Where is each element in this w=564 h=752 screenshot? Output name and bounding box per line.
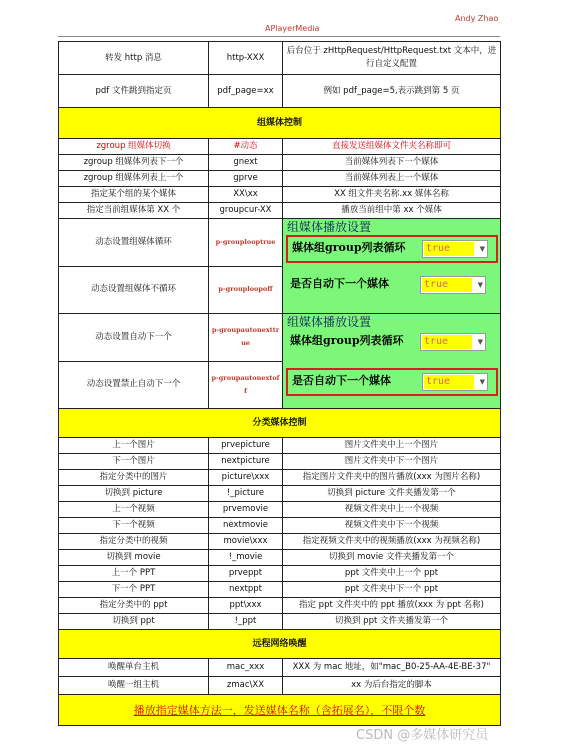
header-title: APlayerMedia [265,24,320,33]
cell-name: 动态设置禁止自动下一个 [59,361,209,409]
cell-name: zgroup 组媒体切换 [59,139,209,155]
cell-name: 唤醒单台主机 [59,659,209,677]
cell-cmd: pdf_page=xx [209,75,283,108]
table-row [59,534,501,550]
cell-name: 唤醒一组主机 [59,677,209,695]
cell-name: 转发 http 消息 [59,42,209,75]
panel-label: 是否自动下一个媒体 [292,374,391,387]
cell-name: 上一个图片 [59,438,209,454]
table-row [59,502,501,518]
table-row [59,518,501,534]
table-row [59,187,501,203]
panel-title: 组媒体播放设置 [287,315,372,329]
cell-cmd: nextppt [209,582,283,598]
select-value: true [422,278,472,292]
cell-name: zgroup 组媒体列表下一个 [59,155,209,171]
autonext-select[interactable] [422,373,488,391]
cell-name: pdf 文件跳到指定页 [59,75,209,108]
cell-desc: 指定视频文件夹中的视频播放(xxx 为视频名称) [283,534,501,550]
cell-desc: 直接发送组媒体文件夹名称即可 [283,139,501,155]
cell-name: 指定当前组媒体第 XX 个 [59,203,209,219]
loop-select[interactable] [420,333,486,351]
panel-row-autonext [286,368,498,396]
cell-cmd: p-grouploopoff [209,266,283,314]
cell-desc: 当前媒体列表上一个媒体 [283,171,501,187]
table-row [59,614,501,630]
table-row [59,75,501,108]
cell-cmd: gnext [209,155,283,171]
cell-desc: 后台位于 zHttpRequest/HttpRequest.txt 文本中，进行自定义配置 [283,42,501,75]
cell-name: 下一个 PPT [59,582,209,598]
footer-note-row [59,695,501,726]
settings-panel-cell [283,219,501,314]
table-row [59,677,501,695]
autonext-select[interactable] [420,276,486,294]
chevron-down-icon: ▼ [479,378,485,386]
panel-title: 组媒体播放设置 [287,220,372,234]
cell-cmd: nextmovie [209,518,283,534]
cell-desc: 图片文件夹中上一个图片 [283,438,501,454]
cell-name: 指定分类中的视频 [59,534,209,550]
cell-desc: 播放当前组中第 xx 个媒体 [283,203,501,219]
loop-select[interactable] [422,240,488,258]
table-row [59,659,501,677]
table-row [59,171,501,187]
header-divider [58,36,500,37]
table-row [59,454,501,470]
section-header-class [59,409,501,438]
cell-cmd: p-groupautonextoff [209,361,283,409]
footer-note: 播放指定媒体方法一，发送媒体名称（含拓展名），不限个数 [59,695,501,726]
cell-name: 下一个视频 [59,518,209,534]
cell-name: 动态设置组媒体循环 [59,219,209,267]
cell-name: 切换到 picture [59,486,209,502]
cell-name: 指定某个组的某个媒体 [59,187,209,203]
section-title: 分类媒体控制 [59,409,501,438]
select-value: true [422,335,472,349]
cell-cmd: prvemovie [209,502,283,518]
cell-desc: 图片文件夹中下一个图片 [283,454,501,470]
section-header-group [59,108,501,139]
cell-cmd: http-XXX [209,42,283,75]
cell-name: 指定分类中的图片 [59,470,209,486]
cell-cmd: !_movie [209,550,283,566]
section-title: 组媒体控制 [59,108,501,139]
cell-name: zgroup 组媒体列表上一个 [59,171,209,187]
cell-desc: 指定图片文件夹中的图片播放(xxx 为图片名称) [283,470,501,486]
cell-cmd: p-groupautonexttrue [209,314,283,362]
cell-desc: 视频文件夹中下一个视频 [283,518,501,534]
section-title: 远程网络唤醒 [59,630,501,659]
chevron-down-icon: ▼ [479,245,485,253]
cell-cmd: zmac\XX [209,677,283,695]
cell-cmd: !_picture [209,486,283,502]
cell-cmd: ppt\xxx [209,598,283,614]
cell-name: 切换到 ppt [59,614,209,630]
cell-name: 指定分类中的 ppt [59,598,209,614]
table-row [59,566,501,582]
cell-cmd: #动态 [209,139,283,155]
table-row [59,314,501,362]
table-row [59,598,501,614]
cell-desc: XXX 为 mac 地址，如"mac_B0-25-AA-4E-BE-37" [283,659,501,677]
settings-panel-cell [283,314,501,409]
cell-cmd: p-grouplooptrue [209,219,283,267]
cell-name: 上一个视频 [59,502,209,518]
cell-cmd: nextpicture [209,454,283,470]
panel-label: 媒体组group列表循环 [292,241,406,254]
cell-cmd: groupcur-XX [209,203,283,219]
panel-row-loop [286,235,498,263]
cell-cmd: gprve [209,171,283,187]
settings-panel [283,219,501,313]
table-row [59,438,501,454]
cell-desc: ppt 文件夹中下一个 ppt [283,582,501,598]
table-row [59,139,501,155]
cell-name: 动态设置自动下一个 [59,314,209,362]
cell-name: 动态设置组媒体不循环 [59,266,209,314]
cell-desc: ppt 文件夹中上一个 ppt [283,566,501,582]
header-author: Andy Zhao [455,14,499,23]
select-value: true [424,375,474,389]
cell-desc: 视频文件夹中上一个视频 [283,502,501,518]
table-row [59,550,501,566]
table-row [59,582,501,598]
table-row [59,203,501,219]
panel-row-loop [286,330,494,354]
cell-desc: 例如 pdf_page=5,表示跳到第 5 页 [283,75,501,108]
settings-panel [283,314,501,408]
cell-cmd: movie\xxx [209,534,283,550]
cell-desc: xx 为后台指定的脚本 [283,677,501,695]
cell-cmd: prveppt [209,566,283,582]
cell-cmd: mac_xxx [209,659,283,677]
cell-desc: 指定 ppt 文件夹中的 ppt 播放(xxx 为 ppt 名称) [283,598,501,614]
cell-desc: XX 组文件夹名称.xx 媒体名称 [283,187,501,203]
table-row [59,470,501,486]
cell-name: 切换到 movie [59,550,209,566]
panel-label: 是否自动下一个媒体 [290,277,389,290]
table-row [59,219,501,267]
cell-name: 上一个 PPT [59,566,209,582]
cell-desc: 切换到 picture 文件夹播发第一个 [283,486,501,502]
cell-cmd: !_ppt [209,614,283,630]
panel-label: 媒体组group列表循环 [290,334,404,347]
command-table [58,41,501,726]
watermark: CSDN @多媒体研究员 [356,728,489,743]
table-row [59,486,501,502]
panel-row-autonext [286,273,494,297]
cell-cmd: picture\xxx [209,470,283,486]
table-row [59,155,501,171]
cell-cmd: prvepicture [209,438,283,454]
cell-cmd: XX\xx [209,187,283,203]
cell-desc: 切换到 movie 文件夹播发第一个 [283,550,501,566]
chevron-down-icon: ▼ [477,338,483,346]
cell-desc: 当前媒体列表下一个媒体 [283,155,501,171]
cell-desc: 切换到 ppt 文件夹播发第一个 [283,614,501,630]
table-row [59,42,501,75]
chevron-down-icon: ▼ [477,281,483,289]
select-value: true [424,242,474,256]
cell-name: 下一个图片 [59,454,209,470]
section-header-wake [59,630,501,659]
